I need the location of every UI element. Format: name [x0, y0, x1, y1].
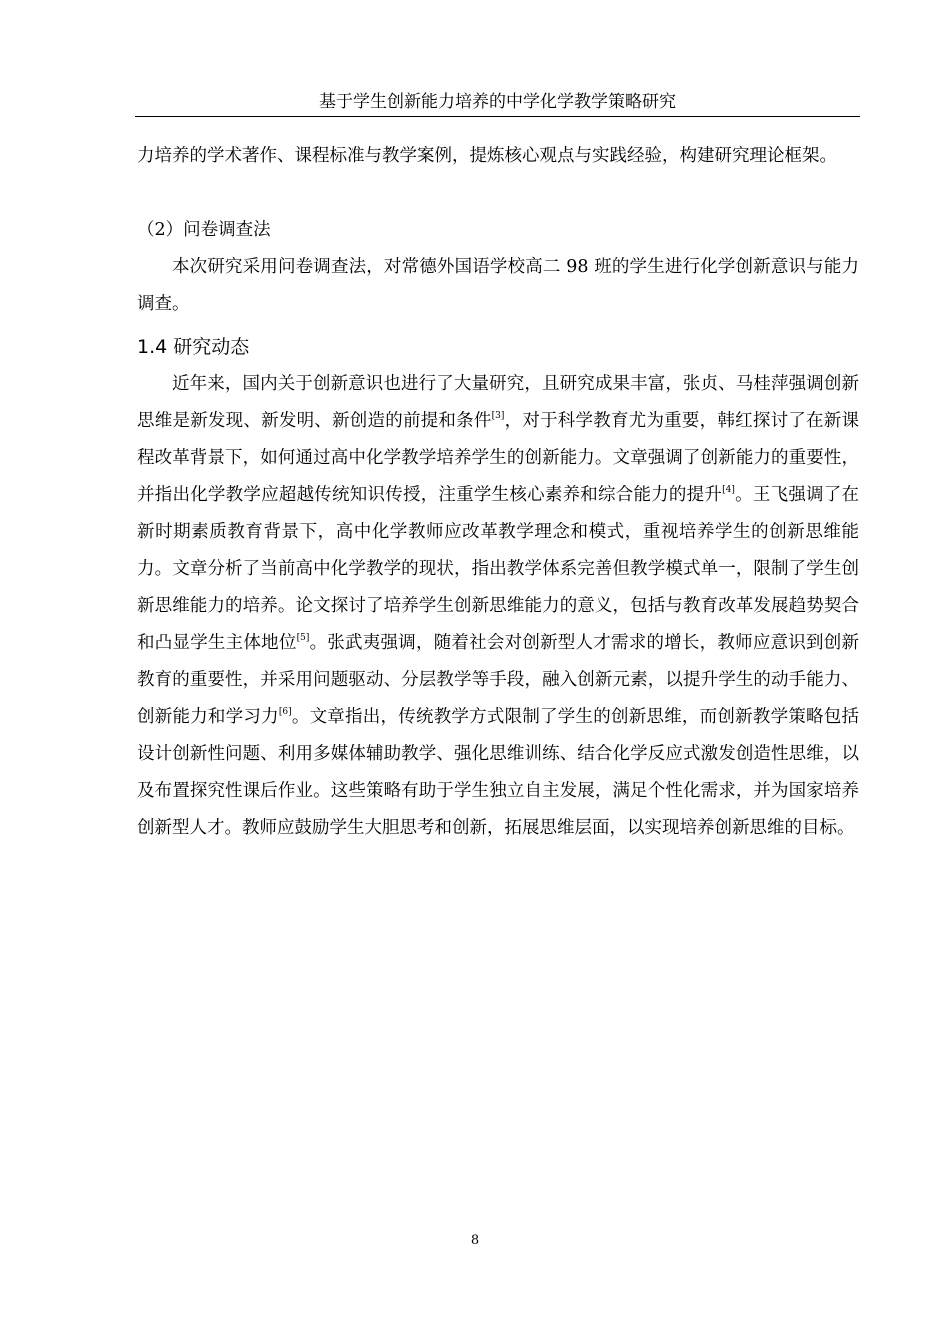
citation-6: [6] — [278, 707, 292, 717]
citation-4: [4] — [722, 485, 735, 495]
citation-3: [3] — [491, 411, 505, 421]
page-number: 8 — [470, 1233, 480, 1248]
citation-5: [5] — [296, 633, 310, 643]
sentence-2: ，对于科学教育尤为重要，韩红探讨了在新课程改革背景下，如何通过高中化学教学培养学生的创新能力。文章强调了创新能力的重要性，并指出化学教学应超越传统知识传授，注重学生核心素养和综合能力的提升 — [137, 411, 859, 505]
method-subheading: （2）问卷调查法 — [137, 220, 271, 240]
header-title: 基于学生创新能力培养的中学化学教学策略研究 — [319, 92, 676, 112]
paragraph-questionnaire: 本次研究采用问卷调查法，对常德外国语学校高二 98 班的学生进行化学创新意识与能力调查。 — [137, 257, 859, 314]
sentence-3: 。王飞强调了在新时期素质教育背景下，高中化学教师应改革教学理念和模式，重视培养学生的创新思维能力。文章分析了当前高中化学教学的现状，指出教学体系完善但教学模式单一，限制了学生创新思维能力的培养。论文探讨了培养学生创新思维能力的意义，包括与教育改革发展趋势契合和凸显学生主体地位 — [137, 485, 860, 653]
sentence-1: 近年来，国内关于创新意识也进行了大量研究，且研究成果丰富，张贞、马桂萍强调创新思维是新发现、新发明、新创造的前提和条件 — [137, 374, 859, 431]
header-rule — [135, 116, 860, 117]
section-heading: 1.4 研究动态 — [137, 336, 250, 358]
paragraph-continued: 力培养的学术著作、课程标准与教学案例，提炼核心观点与实践经验，构建研究理论框架。 — [137, 146, 837, 166]
sentence-4: 。张武夷强调，随着社会对创新型人才需求的增长，教师应意识到创新教育的重要性，并采用问题驱动、分层教学等手段，融入创新元素，以提升学生的动手能力、创新能力和学习力 — [137, 633, 860, 727]
sentence-5: 。文章指出，传统教学方式限制了学生的创新思维，而创新教学策略包括设计创新性问题、利用多媒体辅助教学、强化思维训练、结合化学反应式激发创造性思维，以及布置探究性课后作业。这些策略有助于学生独立自主发展，满足个性化需求，并为国家培养创新型人才。教师应鼓励学生大胆思考和创新，拓展思维层面，以实现培养创新思维的目标。 — [137, 707, 860, 838]
paragraph-research-status — [137, 366, 859, 847]
